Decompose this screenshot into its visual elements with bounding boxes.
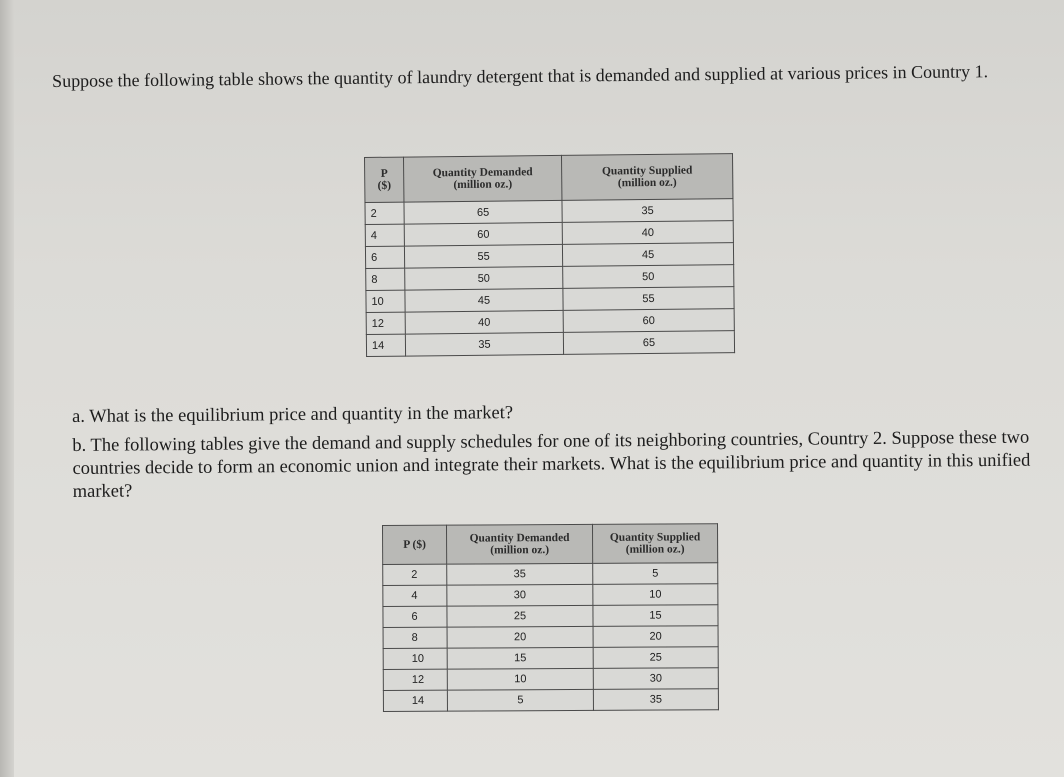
supply-cell: 60 [563, 309, 734, 333]
price-header [365, 157, 404, 202]
demand-cell: 60 [404, 222, 562, 246]
demand-cell: 40 [405, 310, 563, 334]
price-cell: 6 [383, 606, 447, 627]
table-header-row [365, 154, 733, 203]
supply-header-line2: (million oz.) [625, 543, 685, 556]
price-cell: 8 [383, 627, 447, 648]
intro-text: Suppose the following table shows the quantity of laundry detergent that is demanded and supplied at various prices in Country 1. [52, 61, 989, 91]
price-cell: 12 [366, 312, 405, 334]
demand-cell: 45 [405, 288, 563, 312]
demand-cell: 35 [405, 332, 563, 356]
quantity-supplied-header [561, 154, 732, 201]
table-row [383, 584, 718, 607]
table-row [383, 668, 718, 691]
demand-cell: 25 [447, 605, 593, 627]
question-b: b. The following tables give the demand and supply schedules for one of its neighboring countries, Country 2. Suppose these two countries decide to form an economic union and integrate their markets. What is the equilibrium price and quantity in this unified market? [72, 427, 1031, 502]
supply-cell: 55 [563, 287, 734, 311]
demand-cell: 50 [405, 266, 563, 290]
demand-cell: 10 [447, 668, 593, 690]
demand-cell: 35 [447, 563, 593, 585]
supply-cell: 25 [593, 647, 718, 669]
question-a: a. What is the equilibrium price and quantity in the market? [72, 403, 514, 427]
price-cell: 8 [366, 268, 405, 290]
quantity-supplied-header [592, 524, 717, 564]
table-row [383, 563, 718, 586]
price-cell: 4 [365, 224, 404, 246]
price-header-line2: ($) [377, 179, 392, 192]
price-cell: 14 [366, 334, 405, 356]
demand-cell: 5 [447, 689, 593, 711]
table-row [383, 647, 718, 670]
table-row [383, 626, 718, 649]
table-row [383, 605, 718, 628]
price-header-line1: P [380, 167, 388, 180]
price-cell: 6 [365, 246, 404, 268]
price-cell: 2 [383, 564, 447, 585]
demand-cell: 55 [404, 244, 562, 268]
price-cell: 12 [383, 669, 447, 690]
price-header [383, 525, 447, 564]
table-header-row [383, 524, 718, 565]
demand-header-line2: (million oz.) [490, 544, 550, 557]
supply-cell: 15 [593, 605, 718, 627]
supply-header-line2: (million oz.) [617, 176, 677, 190]
demand-cell: 20 [447, 626, 593, 648]
demand-header-line1: Quantity Demanded [432, 166, 533, 180]
price-cell: 4 [383, 585, 447, 606]
questions-block [72, 398, 1033, 510]
supply-cell: 35 [562, 199, 733, 223]
country1-table [364, 153, 735, 357]
demand-header-line2: (million oz.) [453, 178, 513, 192]
quantity-demanded-header [404, 155, 562, 202]
supply-header-line1: Quantity Supplied [609, 531, 701, 544]
price-cell: 2 [365, 202, 404, 224]
quantity-demanded-header [447, 524, 593, 564]
price-cell: 14 [383, 690, 447, 711]
supply-cell: 35 [593, 689, 718, 711]
price-cell: 10 [366, 290, 405, 312]
demand-cell: 15 [447, 647, 593, 669]
supply-header-line1: Quantity Supplied [601, 164, 693, 178]
table-row [383, 689, 718, 712]
supply-cell: 20 [593, 626, 718, 648]
supply-cell: 5 [593, 563, 718, 585]
supply-cell: 50 [563, 265, 734, 289]
price-cell: 10 [383, 648, 447, 669]
country2-table [382, 523, 719, 712]
table-row [366, 331, 734, 357]
screen-edge [0, 0, 14, 777]
demand-header-line1: Quantity Demanded [469, 532, 570, 545]
supply-cell: 65 [563, 331, 734, 355]
demand-cell: 65 [404, 200, 562, 224]
demand-cell: 30 [447, 584, 593, 606]
supply-cell: 40 [562, 221, 733, 245]
supply-cell: 30 [593, 668, 718, 690]
supply-cell: 45 [562, 243, 733, 267]
price-header-label: P ($) [403, 538, 426, 551]
supply-cell: 10 [593, 584, 718, 606]
